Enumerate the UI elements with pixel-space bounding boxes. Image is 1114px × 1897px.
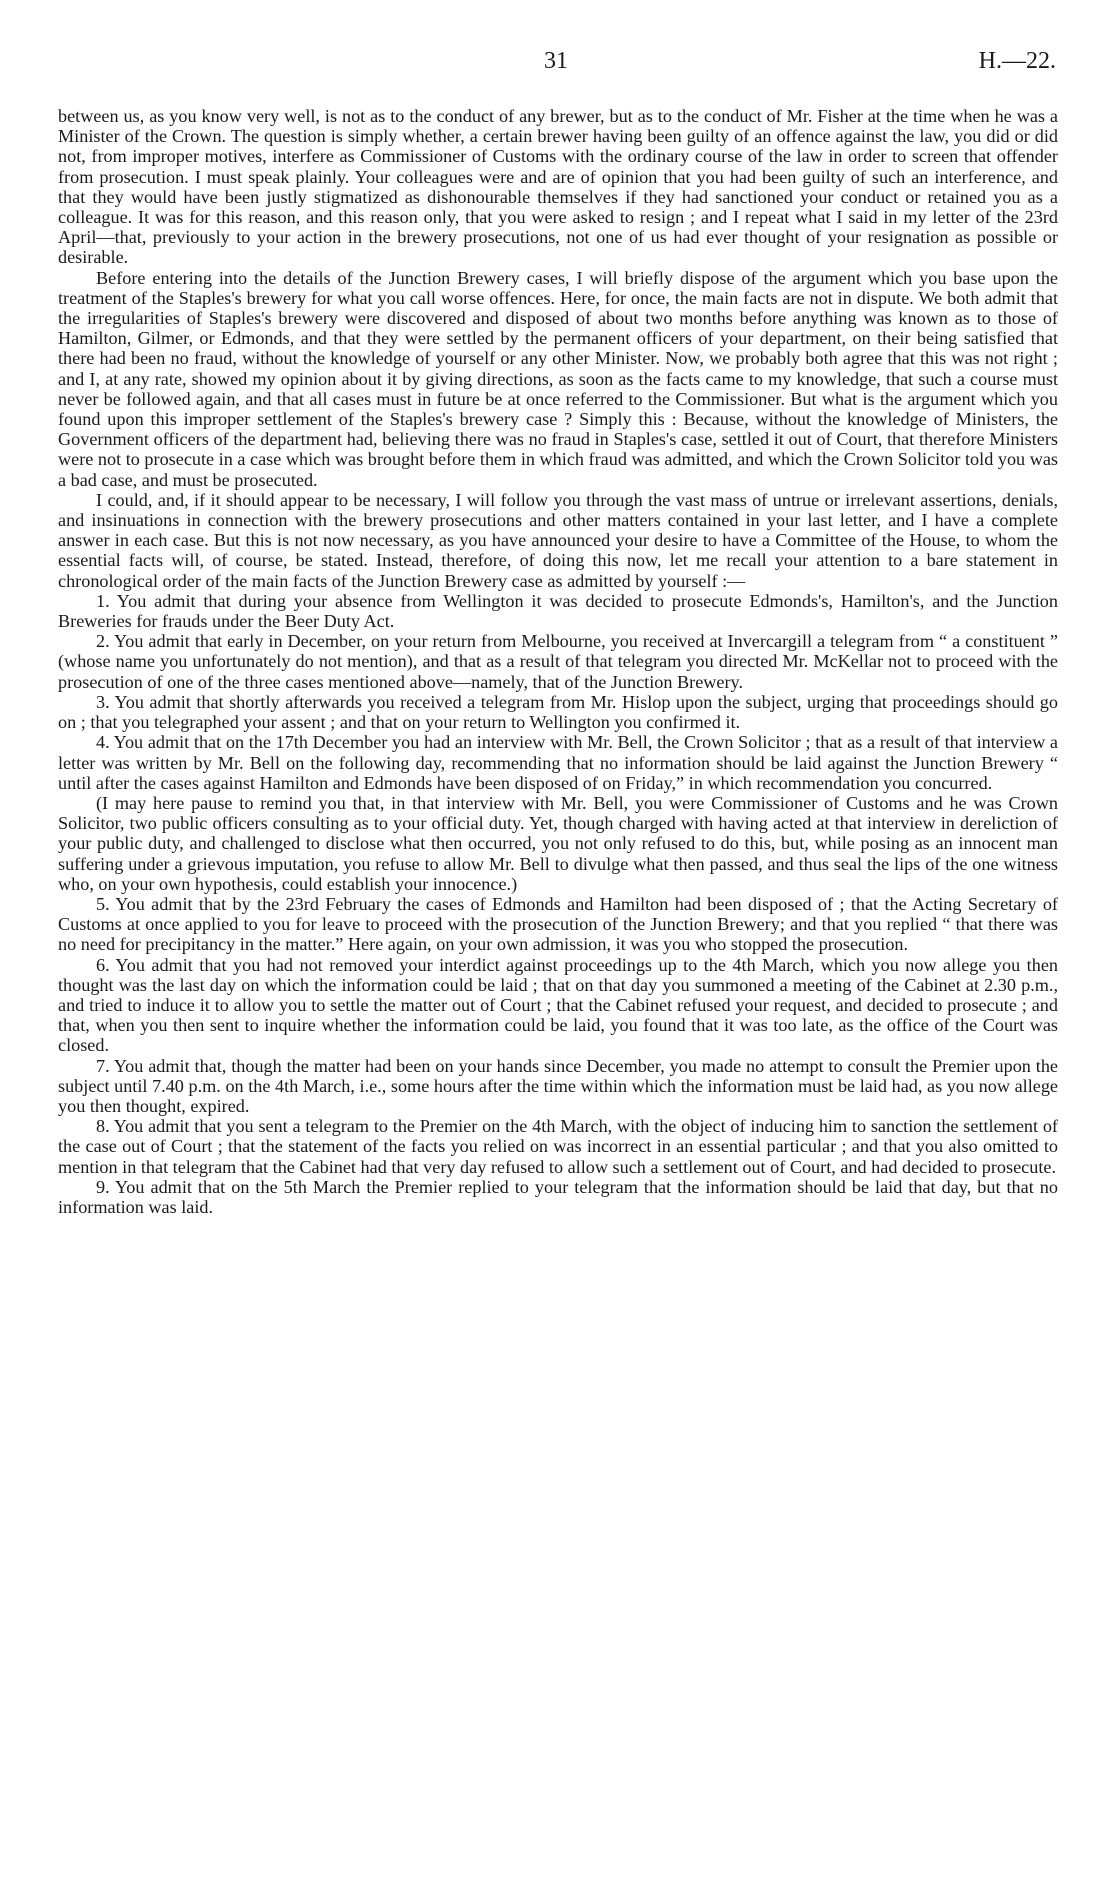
numbered-point-6: 6. You admit that you had not removed your interdict against proceedings up to the 4th March, which you now allege you then thought was the last day on which the information could be laid ; that on that day you summoned a meeting of the Cabinet at 2.30 p.m., and tried to induce it to allow you to settle the matter out of Court ; that the Cabinet refused your request, and decided to prosecute ; and that, when you then sent to inquire whether the information could be laid, you found that it was too late, as the office of the Court was closed. [58, 954, 1058, 1056]
numbered-point-4: 4. You admit that on the 17th December you had an interview with Mr. Bell, the Crown Solicitor ; that as a result of that interview a letter was written by Mr. Bell on the following day, recommending that no information should be laid against the Junction Brewery “ until after the cases against Hamilton and Edmonds have been disposed of on Friday,” in which recommendation you concurred. [58, 732, 1058, 793]
paragraph-staples-brewery: Before entering into the details of the Junction Brewery cases, I will briefly dispose of the argument which you base upon the treatment of the Staples's brewery for what you call worse offences. Here, for once, the main facts are not in dispute. We both admit that the irregularities of Staples's brewery were discovered and disposed of about two months before anything was known as to those of Hamilton, Gilmer, or Edmonds, and that they were settled by the permanent officers of your department, on their being satisfied that there had been no fraud, without the knowledge of yourself or any other Minister. Now, we probably both agree that this was not right ; and I, at any rate, showed my opinion about it by giving directions, as soon as the facts came to my knowledge, that such a course must never be followed again, and that all cases must in future be at once referred to the Commissioner. But what is the argument which you found upon this improper settlement of the Staples's brewery case ? Simply this : Because, without the knowledge of Ministers, the Government officers of the department had, believing there was no fraud in Staples's case, settled it out of Court, that therefore Ministers were not to prosecute in a case which was brought before them in which fraud was admitted, and which the Crown Solicitor told you was a bad case, and must be prosecuted. [58, 267, 1058, 490]
numbered-point-1: 1. You admit that during your absence from Wellington it was decided to prosecute Edmonds's, Hamilton's, and the Junction Breweries for frauds under the Beer Duty Act. [58, 590, 1058, 632]
body-text [58, 106, 1058, 1217]
numbered-point-8: 8. You admit that you sent a telegram to the Premier on the 4th March, with the object of inducing him to sanction the settlement of the case out of Court ; that the statement of the facts you relied on was incorrect in an essential particular ; and that you also omitted to mention in that telegram that the Cabinet had that very day refused to allow such a settlement out of Court, and had decided to prosecute. [58, 1116, 1058, 1177]
page-number: 31 [544, 48, 568, 74]
paragraph-chronological-intro: I could, and, if it should appear to be necessary, I will follow you through the vast mass of untrue or irrelevant assertions, denials, and insinuations in connection with the brewery prosecutions and other matters contained in your last letter, and I have a complete answer in each case. But this is not now necessary, as you have announced your desire to have a Committee of the House, to whom the essential facts will, of course, be stated. Instead, therefore, of doing this now, let me recall your attention to a bare statement in chronological order of the main facts of the Junction Brewery case as admitted by yourself :— [58, 489, 1058, 591]
numbered-point-3: 3. You admit that shortly afterwards you received a telegram from Mr. Hislop upon the subject, urging that proceedings should go on ; that you telegraphed your assent ; and that on your return to Wellington you confirmed it. [58, 691, 1058, 733]
numbered-point-9: 9. You admit that on the 5th March the Premier replied to your telegram that the information should be laid that day, but that no information was laid. [58, 1176, 1058, 1217]
numbered-point-5: 5. You admit that by the 23rd February the cases of Edmonds and Hamilton had been disposed of ; that the Acting Secretary of Customs at once applied to you for leave to proceed with the prosecution of the Junction Brewery; and that you replied “ that there was no need for precipitancy in the matter.” Here again, on your own admission, it was you who stopped the prosecution. [58, 893, 1058, 955]
document-reference: H.—22. [978, 48, 1056, 74]
numbered-point-2: 2. You admit that early in December, on your return from Melbourne, you received at Invercargill a telegram from “ a constituent ” (whose name you unfortunately do not mention), and that as a result of that telegram you directed Mr. McKellar not to proceed with the prosecution of one of the three cases mentioned above—namely, that of the Junction Brewery. [58, 631, 1058, 692]
page-header [56, 48, 1056, 88]
paragraph-continuation: between us, as you know very well, is not as to the conduct of any brewer, but as to the conduct of Mr. Fisher at the time when he was a Minister of the Crown. The question is simply whether, a certain brewer having been guilty of an offence against the law, you did or did not, from improper motives, interfere as Commissioner of Customs with the ordinary course of the law in order to screen that offender from prosecution. I must speak plainly. Your colleagues were and are of opinion that you had been guilty of such an interference, and that they would have been justly stigmatized as dishonourable themselves if they had sanctioned your conduct or retained you as a colleague. It was for this reason, and this reason only, that you were asked to resign ; and I repeat what I said in my letter of the 23rd April—that, previously to your action in the brewery prosecutions, not one of us had ever thought of your resignation as possible or desirable. [58, 106, 1058, 268]
paragraph-aside: (I may here pause to remind you that, in that interview with Mr. Bell, you were Commissioner of Customs and he was Crown Solicitor, two public officers consulting as to your official duty. Yet, though charged with having acted at that interview in dereliction of your public duty, and challenged to disclose what then occurred, you not only refused to do this, but, while posing as an innocent man suffering under a grievous imputation, you refuse to allow Mr. Bell to divulge what then passed, and thus seal the lips of the one witness who, on your own hypothesis, could establish your innocence.) [58, 792, 1058, 894]
numbered-point-7: 7. You admit that, though the matter had been on your hands since December, you made no attempt to consult the Premier upon the subject until 7.40 p.m. on the 4th March, i.e., some hours after the time within which the information must be laid had, as you now allege you then thought, expired. [58, 1055, 1058, 1116]
